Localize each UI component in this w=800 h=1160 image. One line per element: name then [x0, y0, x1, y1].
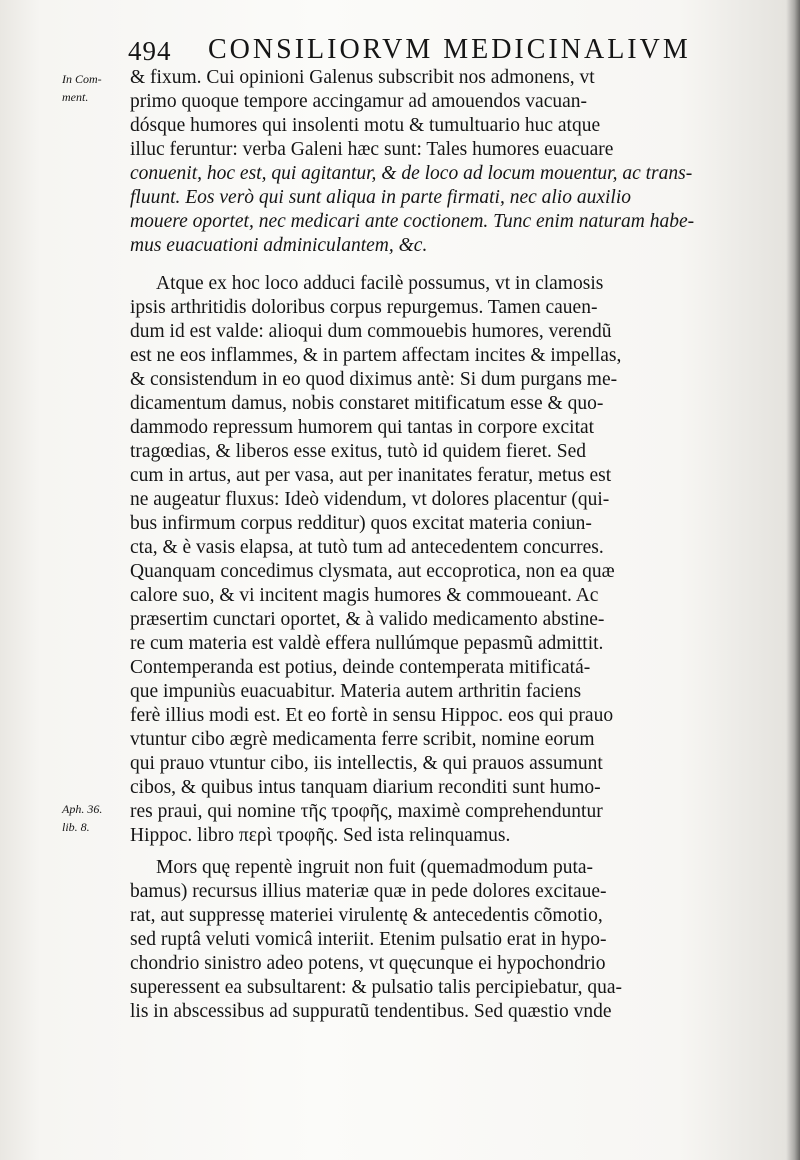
- text-line: cta, & è vasis elapsa, at tutò tum ad antecedentem concurres.: [130, 537, 604, 558]
- text-line: bamus) recursus illius materiæ quæ in pede dolores excitaue-: [130, 881, 607, 902]
- text-line-italic: conuenit, hoc est, qui agitantur, & de loco ad locum mouentur, ac trans-: [130, 163, 693, 184]
- text-line: cibos, & quibus intus tanquam diarium reconditi sunt humo-: [130, 777, 601, 798]
- text-line: & consistendum in eo quod diximus antè: Si dum purgans me-: [130, 369, 618, 390]
- text-line: primo quoque tempore accingamur ad amouendos vacuan-: [130, 91, 588, 112]
- text-line: est ne eos inflammes, & in partem affectam incites & impellas,: [130, 345, 622, 366]
- text-line: præsertim cunctari oportet, & à valido medicamento abstine-: [130, 609, 605, 630]
- text-line: vtuntur cibo ægrè medicamenta ferre scribit, nomine eorum: [130, 729, 595, 750]
- text-line: tragœdias, & liberos esse exitus, tutò id quidem fieret. Sed: [130, 441, 586, 462]
- text-line: re cum materia est valdè effera nullúmque pepasmũ admittit.: [130, 633, 604, 654]
- text-line: ne augeatur fluxus: Ideò videndum, vt dolores placentur (qui-: [130, 489, 610, 510]
- page-header: [128, 30, 728, 70]
- text-line: Contemperanda est potius, deinde contemperata mitificatá-: [130, 657, 591, 678]
- text-line: dicamentum damus, nobis constaret mitificatum esse & quo-: [130, 393, 604, 414]
- text-line: illuc feruntur: verba Galeni hæc sunt: Tales humores euacuare: [130, 139, 614, 160]
- page-number: 494: [128, 36, 172, 66]
- text-line: dósque humores qui insolenti motu & tumultuario huc atque: [130, 115, 601, 136]
- text-line: ferè illius modi est. Et eo fortè in sensu Hippoc. eos qui prauo: [130, 705, 614, 726]
- text-line: res praui, qui nomine τῆς τροφῆς, maximè comprehenduntur: [130, 801, 603, 822]
- text-line: lis in abscessibus ad suppuratũ tendentibus. Sed quæstio vnde: [130, 1001, 612, 1022]
- margin-note-aphorism: Aph. 36. lib. 8.: [62, 802, 103, 834]
- text-line: dum id est valde: alioqui dum commouebis humores, verendũ: [130, 321, 612, 342]
- text-line: cum in artus, aut per vasa, aut per inanitates feratur, metus est: [130, 465, 612, 486]
- text-line: qui prauo vtuntur cibo, iis intellectis, & qui prauos assumunt: [130, 753, 603, 774]
- text-line-italic: fluunt. Eos verò qui sunt aliqua in parte firmati, nec alio auxilio: [130, 187, 632, 208]
- text-line-italic: mouere oportet, nec medicari ante coctionem. Tunc enim naturam habe-: [130, 211, 695, 232]
- text-line: ipsis arthritidis doloribus corpus repurgemus. Tamen cauen-: [130, 297, 598, 318]
- margin-note-in-comment: In Com- ment.: [62, 72, 102, 104]
- text-line: calore suo, & vi incitent magis humores & commoueant. Ac: [130, 585, 599, 606]
- text-line: bus infirmum corpus redditur) quos excitat materia coniun-: [130, 513, 592, 534]
- margin-notes: [0, 0, 130, 1160]
- text-line: Quanquam concedimus clysmata, aut eccoprotica, non ea quæ: [130, 561, 615, 582]
- text-line: sed ruptâ veluti vomicâ interiit. Etenim pulsatio erat in hypo-: [130, 929, 607, 950]
- text-line: superessent ea subsultarent: & pulsatio talis percipiebatur, qua-: [130, 977, 622, 998]
- paragraph-start-line: Mors quę repentè ingruit non fuit (quemadmodum puta-: [156, 857, 594, 878]
- text-line: dammodo repressum humorem qui tantas in corpore excitat: [130, 417, 595, 438]
- text-line: que impuniùs euacuabitur. Materia autem arthritin faciens: [130, 681, 582, 702]
- text-line: rat, aut suppressę materiei virulentę & antecedentis cõmotio,: [130, 905, 603, 926]
- text-line: Hippoc. libro περὶ τροφῆς. Sed ista relinquamus.: [130, 825, 511, 846]
- body-text: [130, 66, 766, 1024]
- running-title: CONSILIORVM MEDICINALIVM: [208, 34, 691, 65]
- text-line: chondrio sinistro adeo potens, vt quęcunque ei hypochondrio: [130, 953, 606, 974]
- text-line: & fixum. Cui opinioni Galenus subscribit nos admonens, vt: [130, 67, 595, 88]
- text-line-italic: mus euacuationi adminiculantem, &c.: [130, 235, 428, 256]
- paragraph-start-line: Atque ex hoc loco adduci facilè possumus, vt in clamosis: [156, 273, 604, 294]
